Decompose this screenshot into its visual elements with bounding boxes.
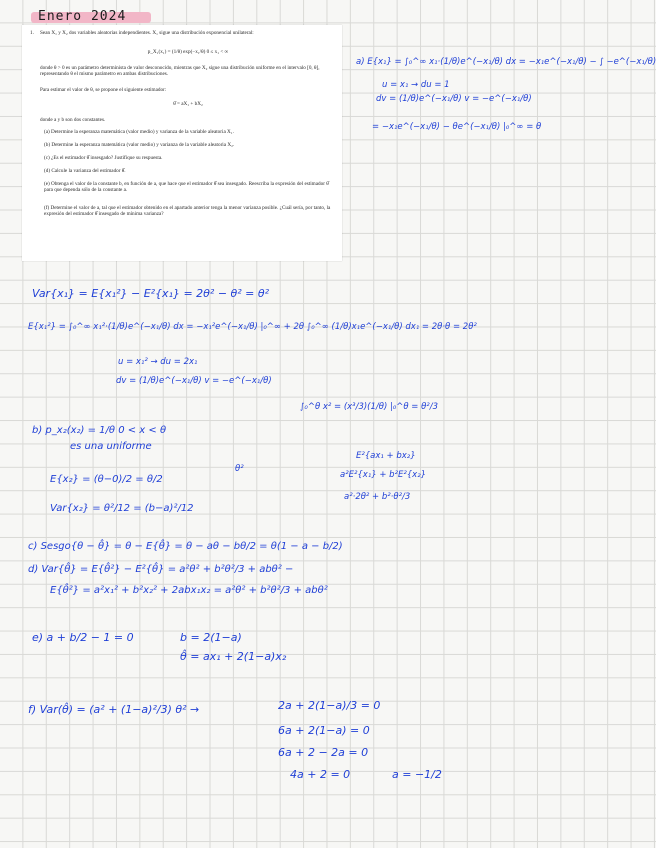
note-a-expectation: a) E{x₁} = ∫₀^∞ x₁·(1/θ)e^(−x₁/θ) dx = −x₁e^(−x₁/θ) − ∫ −e^(−x₁/θ) — [356, 57, 656, 67]
question-a: (a) Determine la esperanza matemática (valor medio) y varianza de la variable aleatoria X₁. — [44, 129, 234, 135]
problem-constants-text: donde a y b son dos constantes. — [40, 117, 106, 123]
note-a-u: u = x₁ → du = 1 — [382, 80, 450, 90]
note-e-b: b = 2(1−a) — [180, 631, 242, 644]
problem-statement-clipping — [22, 25, 342, 261]
note-f-step-2: 6a + 2(1−a) = 0 — [278, 724, 370, 737]
note-d-variance: d) Var{θ̂} = E{θ̂²} − E²{θ̂} = a²θ² + b²θ²/3 + abθ² − — [28, 564, 294, 575]
note-b-density: b) p_x₂(x₂) = 1/θ 0 < x < θ — [32, 425, 167, 436]
note-c-bias: c) Sesgo{θ − θ̂} = θ − E{θ̂} = θ − aθ − bθ/2 = θ(1 − a − b/2) — [28, 541, 343, 552]
problem-estimator-intro: Para estimar el valor de θ, se propone el siguiente estimador: — [40, 87, 167, 93]
problem-intro: Sean X₁ y X₂ dos variables aleatorias independientes. X₁ sigue una distribución exponencial unilateral: — [40, 30, 254, 36]
note-right-1: E²{ax₁ + bx₂} — [356, 451, 416, 461]
note-side-integral: ∫₀^θ x² = (x³/3)(1/θ) |₀^θ = θ²/3 — [300, 402, 438, 412]
note-d-second-moment: E{θ̂²} = a²x₁² + b²x₂² + 2abx₁x₂ = a²θ² + b²θ²/3 + abθ² — [50, 585, 328, 596]
note-a-result: = −x₁e^(−x₁/θ) − θe^(−x₁/θ) |₀^∞ = θ — [372, 122, 542, 132]
note-f-variance: f) Var(θ̂) = (a² + (1−a)²/3) θ² → — [28, 703, 200, 716]
estimator-formula: θ̂ = aX₁ + bX₂ — [173, 101, 203, 107]
note-e-estimator: θ̂ = ax₁ + 2(1−a)x₂ — [180, 650, 287, 663]
question-c: (c) ¿Es el estimador θ̂ insesgado? Justifique su respuesta. — [44, 155, 163, 161]
note-right-3: a²·2θ² + b²·θ²/3 — [344, 492, 411, 502]
note-b-theta-squared: θ² — [235, 464, 244, 474]
problem-number: 1. — [30, 30, 34, 36]
note-b-variance: Var{x₂} = θ²/12 = (b−a)²/12 — [50, 503, 194, 514]
note-second-moment-u: u = x₁² → du = 2x₁ — [118, 357, 198, 367]
note-f-step-4: 4a + 2 = 0 — [290, 768, 351, 781]
question-f: (f) Determine el valor de a, tal que el estimador obtenido en el apartado anterior tenga la menor varianza posible. ¿Cuál sería, por tanto, la expresión del estimador θ̂ insesgado de mínima varianza? — [44, 205, 331, 218]
note-b-uniform: es una uniforme — [70, 441, 152, 452]
note-f-step-3: 6a + 2 − 2a = 0 — [278, 746, 369, 759]
note-e-condition: e) a + b/2 − 1 = 0 — [32, 631, 134, 644]
question-b: (b) Determine la esperanza matemática (valor medio) y varianza de la variable aleatoria X₂. — [44, 142, 235, 148]
question-d: (d) Calcule la varianza del estimador θ̂. — [44, 168, 126, 174]
question-e: (e) Obtenga el valor de la constante b, en función de a, que hace que el estimador θ̂ sea insesgado. Reescriba la expresión del estimador θ̂ para que dependa sólo de la constante a. — [44, 181, 329, 194]
note-f-result: a = −1/2 — [392, 768, 442, 781]
problem-parameter-text: donde θ > 0 es un parámetro determinista de valor desconocido, mientras que X₂ sigue una distribución uniforme en el intervalo [0, θ], representando θ el mismo parámetro en ambas distribuciones. — [40, 65, 320, 78]
note-second-moment-dv: dv = (1/θ)e^(−x₁/θ) v = −e^(−x₁/θ) — [116, 376, 272, 386]
note-var-x1: Var{x₁} = E{x₁²} − E²{x₁} = 2θ² − θ² = θ² — [32, 287, 270, 300]
density-formula: p_X₁(x₁) = (1/θ) exp(−x₁/θ) 0 ≤ x₁ < ∞ — [147, 49, 229, 55]
note-second-moment: E{x₁²} = ∫₀^∞ x₁²·(1/θ)e^(−x₁/θ) dx = −x₁²e^(−x₁/θ) |₀^∞ + 2θ ∫₀^∞ (1/θ)x₁e^(−x₁/θ) dx₁ = 2θ·θ = 2θ² — [28, 322, 477, 332]
note-right-2: a²E²{x₁} + b²E²{x₂} — [340, 470, 427, 480]
note-a-dv: dv = (1/θ)e^(−x₁/θ) v = −e^(−x₁/θ) — [376, 94, 532, 104]
note-f-step-1: 2a + 2(1−a)/3 = 0 — [278, 699, 381, 712]
note-b-expectation: E{x₂} = (θ−0)/2 = θ/2 — [50, 474, 163, 485]
page-title: Enero 2024 — [38, 9, 127, 24]
